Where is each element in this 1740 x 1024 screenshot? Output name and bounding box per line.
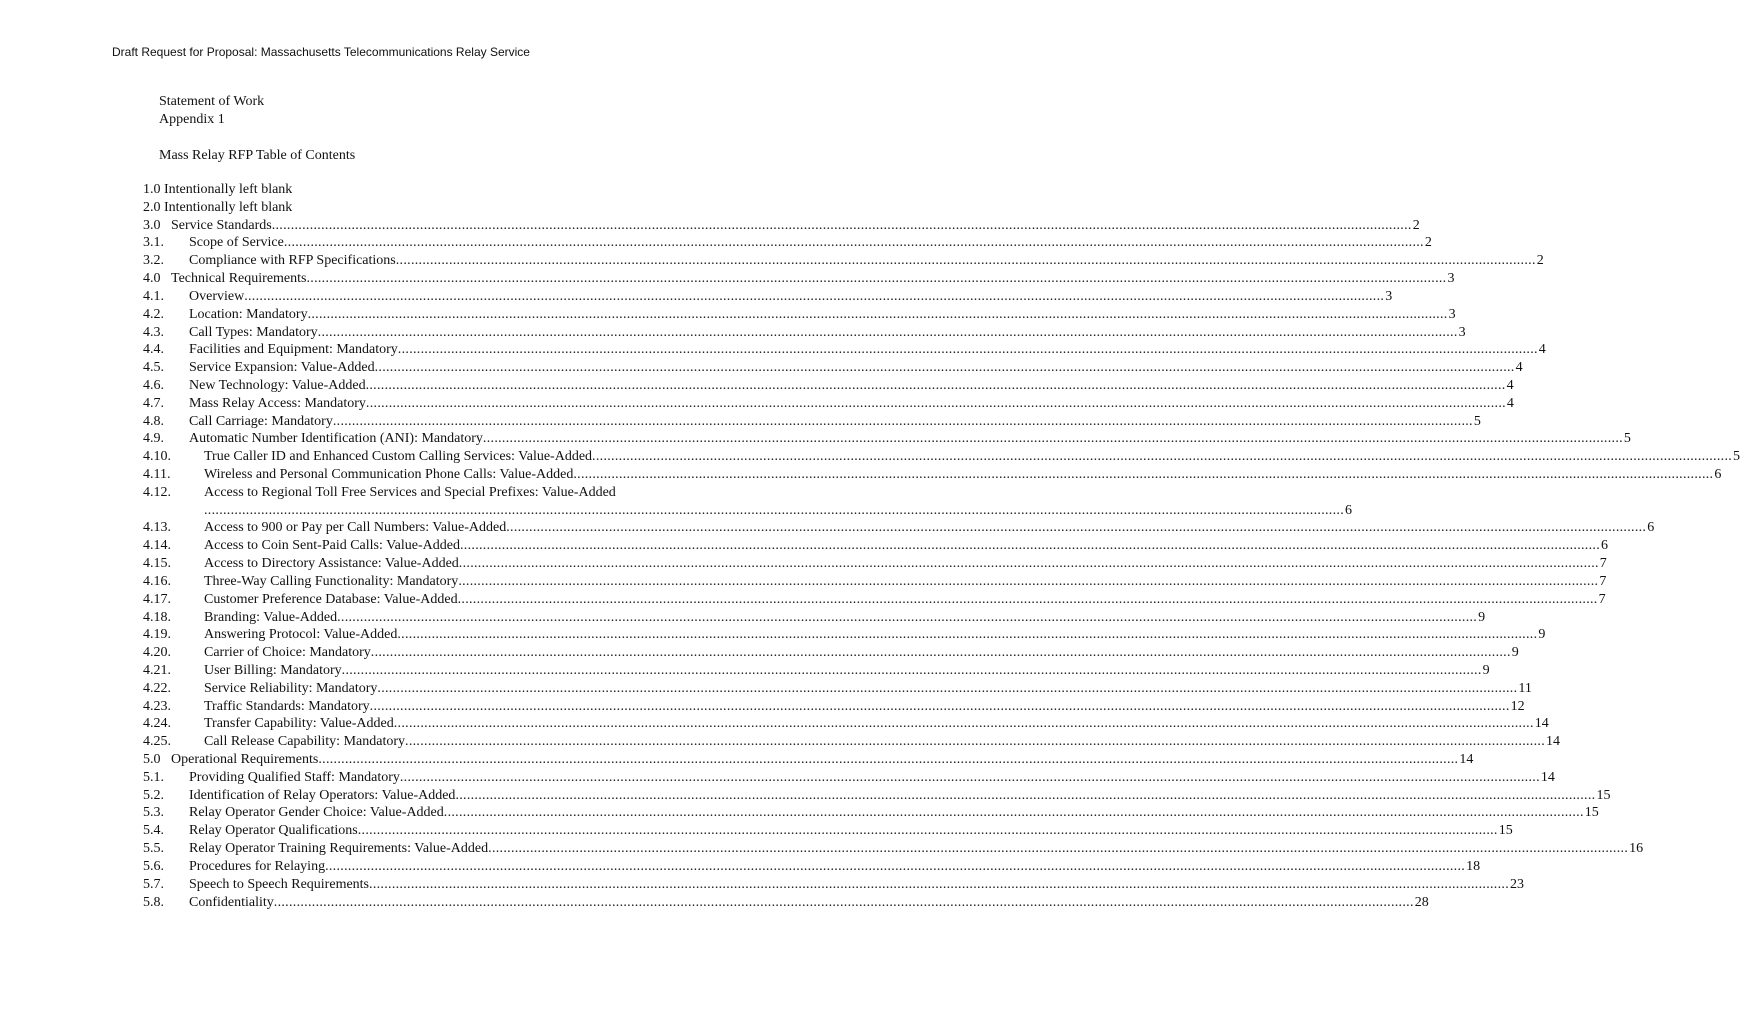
toc-entry-label: Service Expansion: Value-Added xyxy=(189,360,375,376)
toc-page-number: 3 xyxy=(1448,306,1456,322)
toc-entry-label: Operational Requirements xyxy=(171,752,319,767)
toc-entry xyxy=(143,252,1544,270)
toc-page-number: 2 xyxy=(1424,235,1432,251)
toc-leader-dots: ............................................................................................................................................................................................................................................................................................................ xyxy=(395,253,1536,269)
toc-entry xyxy=(143,502,1352,520)
toc-leader-dots: ............................................................................................................................................................................................................................................................................................................ xyxy=(405,734,1546,750)
toc-leader-dots: ............................................................................................................................................................................................................................................................................................................ xyxy=(369,698,1510,714)
toc-entry xyxy=(143,733,1561,751)
toc-entry-label: Three-Way Calling Functionality: Mandatory xyxy=(204,573,459,589)
toc-leader-dots: ............................................................................................................................................................................................................................................................................................................ xyxy=(271,217,1412,233)
toc-entry xyxy=(143,270,1455,288)
toc-page-number: 6 xyxy=(1345,502,1352,518)
toc-entry xyxy=(143,840,1644,858)
toc-leader-dots: ............................................................................................................................................................................................................................................................................................................ xyxy=(457,591,1598,607)
toc-leader-dots: ............................................................................................................................................................................................................................................................................................................ xyxy=(307,306,1448,322)
toc-page-number: 9 xyxy=(1538,627,1546,643)
toc-page-number: 3 xyxy=(1458,324,1466,340)
toc-entry-label: Relay Operator Qualifications xyxy=(189,823,358,839)
toc-entry xyxy=(143,715,1549,733)
running-header: Draft Request for Proposal: Massachusetts Telecommunications Relay Service xyxy=(112,45,530,59)
toc-entry-number: 4.13. xyxy=(143,520,171,536)
toc-entry-number: 4.21. xyxy=(143,662,171,678)
toc-entry-label: Facilities and Equipment: Mandatory xyxy=(189,342,398,358)
toc-leader-dots: ............................................................................................................................................................................................................................................................................................................ xyxy=(397,627,1538,643)
toc-entry-label: New Technology: Value-Added xyxy=(189,377,366,393)
toc-entry xyxy=(143,894,1429,912)
toc-leader-dots: ............................................................................................................................................................................................................................................................................................................ xyxy=(455,787,1596,803)
toc-leader-dots: ............................................................................................................................................................................................................................................................................................................ xyxy=(325,858,1466,874)
statement-of-work-title: Statement of Work xyxy=(159,94,265,109)
toc-page-number: 12 xyxy=(1510,698,1525,714)
toc-page-number: 5 xyxy=(1473,413,1481,429)
toc-leader-dots: ............................................................................................................................................................................................................................................................................................................ xyxy=(377,680,1518,696)
toc-entry-number: 4.3. xyxy=(143,324,164,340)
toc-leader-dots: ............................................................................................................................................................................................................................................................................................................ xyxy=(332,413,1473,429)
toc-entry-label: Location: Mandatory xyxy=(189,306,308,322)
toc-entry xyxy=(143,448,1740,466)
toc-page-number: 4 xyxy=(1538,342,1546,358)
table-of-contents xyxy=(143,181,1740,911)
toc-entry xyxy=(143,858,1481,876)
toc-entry-label: Wireless and Personal Communication Phone Calls: Value-Added xyxy=(204,467,574,482)
toc-entry-number: 4.10. xyxy=(143,449,171,465)
toc-entry-label: Service Standards xyxy=(171,217,272,233)
toc-entry-label: Access to Regional Toll Free Services and Special Prefixes: Value-Added xyxy=(204,484,616,500)
toc-entry-label: Customer Preference Database: Value-Added xyxy=(204,591,458,607)
toc-leader-dots: ............................................................................................................................................................................................................................................................................................................ xyxy=(341,662,1482,678)
toc-leader-dots: ............................................................................................................................................................................................................................................................................................................ xyxy=(443,805,1584,821)
toc-leader-dots: ............................................................................................................................................................................................................................................................................................................ xyxy=(273,894,1414,910)
toc-leader-dots: ............................................................................................................................................................................................................................................................................................................ xyxy=(458,556,1599,572)
toc-entry-number: 4.22. xyxy=(143,680,171,696)
toc-entry-number: 4.25. xyxy=(143,734,171,750)
toc-leader-dots: ............................................................................................................................................................................................................................................................................................................ xyxy=(488,841,1629,857)
toc-leader-dots: ............................................................................................................................................................................................................................................................................................................ xyxy=(357,823,1498,839)
toc-leader-dots: ............................................................................................................................................................................................................................................................................................................ xyxy=(244,288,1385,304)
toc-entry xyxy=(143,324,1466,342)
toc-page-number: 23 xyxy=(1510,876,1525,892)
toc-page-number: 7 xyxy=(1599,556,1607,572)
toc-entry-number: 5.2. xyxy=(143,787,164,803)
toc-page-number: 18 xyxy=(1466,858,1481,874)
toc-leader-dots: ............................................................................................................................................................................................................................................................................................................ xyxy=(337,609,1478,625)
toc-entry-text: 1.0 Intentionally left blank xyxy=(143,182,293,197)
toc-entry-number: 3.1. xyxy=(143,235,164,251)
toc-entry xyxy=(143,822,1513,840)
toc-leader-dots: ............................................................................................................................................................................................................................................................................................................ xyxy=(283,235,1424,251)
toc-entry-number: 5.8. xyxy=(143,894,164,910)
toc-leader-dots: ............................................................................................................................................................................................................................................................................................................ xyxy=(365,377,1506,393)
toc-entry xyxy=(143,644,1519,662)
toc-entry-number: 4.23. xyxy=(143,698,171,714)
toc-entry-label: Scope of Service xyxy=(189,235,284,251)
toc-page-number: 16 xyxy=(1629,841,1644,857)
toc-entry-label: Traffic Standards: Mandatory xyxy=(204,698,370,714)
toc-page-number: 2 xyxy=(1536,253,1544,269)
toc-page-number: 5 xyxy=(1733,449,1740,465)
toc-entry-label: User Billing: Mandatory xyxy=(204,662,342,678)
toc-entry-number: 5.5. xyxy=(143,841,164,857)
toc-leader-dots: ............................................................................................................................................................................................................................................................................................................ xyxy=(374,360,1515,376)
toc-page-number: 2 xyxy=(1412,217,1420,233)
toc-page-number: 7 xyxy=(1598,591,1606,607)
toc-page-number: 3 xyxy=(1447,271,1455,287)
toc-entry-number: 4.8. xyxy=(143,413,164,429)
toc-entry-number: 5.0 xyxy=(143,752,161,767)
toc-entry-number: 3.2. xyxy=(143,253,164,269)
toc-entry-label: Call Release Capability: Mandatory xyxy=(204,734,406,750)
toc-page-number: 28 xyxy=(1414,894,1429,910)
toc-page-number: 15 xyxy=(1498,823,1513,839)
toc-entry-label: Access to Directory Assistance: Value-Added xyxy=(204,556,459,572)
toc-page-number: 11 xyxy=(1518,680,1532,696)
toc-entry xyxy=(143,573,1607,591)
toc-entry-label: True Caller ID and Enhanced Custom Calling Services: Value-Added xyxy=(204,449,593,465)
toc-leader-dots: ............................................................................................................................................................................................................................................................................................................ xyxy=(369,876,1510,892)
toc-entry-number: 4.14. xyxy=(143,538,171,554)
toc-entry xyxy=(143,377,1514,395)
toc-page-number: 6 xyxy=(1647,520,1655,536)
toc-leader-dots: ............................................................................................................................................................................................................................................................................................................ xyxy=(317,324,1458,340)
toc-entry-number: 5.1. xyxy=(143,769,164,785)
toc-entry-number: 5.3. xyxy=(143,805,164,821)
toc-leader-dots: ............................................................................................................................................................................................................................................................................................................ xyxy=(506,520,1647,536)
toc-entry xyxy=(143,341,1546,359)
toc-entry xyxy=(143,680,1532,698)
toc-entry xyxy=(143,484,656,502)
toc-entry-label: Access to 900 or Pay per Call Numbers: Value-Added xyxy=(204,520,507,536)
toc-leader-dots: ............................................................................................................................................................................................................................................................................................................ xyxy=(365,395,1506,411)
toc-entry-number: 4.12. xyxy=(143,484,171,500)
toc-entry-label: Providing Qualified Staff: Mandatory xyxy=(189,769,400,785)
toc-entry-label: Speech to Speech Requirements xyxy=(189,876,370,892)
toc-leader-dots: ............................................................................................................................................................................................................................................................................................................ xyxy=(318,752,1459,767)
toc-leader-dots: ............................................................................................................................................................................................................................................................................................................ xyxy=(399,769,1540,785)
toc-entry-label: Access to Coin Sent-Paid Calls: Value-Added xyxy=(204,538,460,554)
toc-page-number: 15 xyxy=(1584,805,1599,821)
toc-entry xyxy=(143,591,1606,609)
toc-page-number: 6 xyxy=(1714,467,1722,482)
toc-entry xyxy=(143,234,1432,252)
appendix-label: Appendix 1 xyxy=(159,112,225,127)
toc-page-number: 14 xyxy=(1546,734,1561,750)
toc-entry-label: Automatic Number Identification (ANI): Mandatory xyxy=(189,431,483,447)
toc-page-number: 5 xyxy=(1623,431,1631,447)
toc-entry-title xyxy=(143,217,272,235)
toc-entry-number: 5.4. xyxy=(143,823,164,839)
toc-entry xyxy=(143,769,1555,787)
toc-entry-number: 4.20. xyxy=(143,645,171,661)
toc-leader-dots: ............................................................................................................................................................................................................................................................................................................ xyxy=(573,467,1714,482)
toc-entry-label: Identification of Relay Operators: Value-Added xyxy=(189,787,456,803)
toc-entry xyxy=(143,519,1655,537)
toc-entry-label: Relay Operator Training Requirements: Value-Added xyxy=(189,841,489,857)
toc-entry-label: Relay Operator Gender Choice: Value-Added xyxy=(189,805,444,821)
toc-entry xyxy=(143,662,1490,680)
toc-page-number: 3 xyxy=(1385,288,1393,304)
toc-page-number: 14 xyxy=(1459,752,1474,767)
toc-leader-dots: ............................................................................................................................................................................................................................................................................................................ xyxy=(204,502,1344,518)
toc-entry-number: 4.9. xyxy=(143,431,164,447)
toc-title: Mass Relay RFP Table of Contents xyxy=(159,148,356,163)
toc-entry-label: Answering Protocol: Value-Added xyxy=(204,627,398,643)
toc-entry-label: Branding: Value-Added xyxy=(204,609,338,625)
toc-entry-number: 4.24. xyxy=(143,716,171,732)
toc-entry xyxy=(143,787,1611,805)
toc-leader-dots: ............................................................................................................................................................................................................................................................................................................ xyxy=(306,271,1447,287)
toc-entry-number: 4.1. xyxy=(143,288,164,304)
toc-page-number: 9 xyxy=(1478,609,1486,625)
toc-entry-label: Compliance with RFP Specifications xyxy=(189,253,396,269)
toc-entry-label: Confidentiality xyxy=(189,894,274,910)
toc-entry xyxy=(143,217,1420,235)
toc-entry-title xyxy=(143,751,318,769)
toc-entry-label: Procedures for Relaying xyxy=(189,858,326,874)
toc-page-number: 14 xyxy=(1540,769,1555,785)
toc-leader-dots: ............................................................................................................................................................................................................................................................................................................ xyxy=(482,431,1623,447)
toc-leader-dots: ............................................................................................................................................................................................................................................................................................................ xyxy=(592,449,1733,465)
toc-leader-dots: ............................................................................................................................................................................................................................................................................................................ xyxy=(370,645,1511,661)
toc-entry xyxy=(143,876,1525,894)
toc-leader-dots: ............................................................................................................................................................................................................................................................................................................ xyxy=(393,716,1534,732)
toc-entry-label: Mass Relay Access: Mandatory xyxy=(189,395,366,411)
toc-entry xyxy=(143,751,1474,769)
toc-entry-number: 5.7. xyxy=(143,876,164,892)
toc-entry-number: 4.16. xyxy=(143,573,171,589)
toc-entry-number: 4.7. xyxy=(143,395,164,411)
toc-entry xyxy=(143,466,1722,484)
toc-entry xyxy=(143,430,1631,448)
toc-leader-dots: ............................................................................................................................................................................................................................................................................................................ xyxy=(397,342,1538,358)
toc-page-number: 9 xyxy=(1511,645,1519,661)
toc-page-number: 7 xyxy=(1599,573,1607,589)
toc-entry-number: 3.0 xyxy=(143,217,161,233)
toc-entry-label: Transfer Capability: Value-Added xyxy=(204,716,394,732)
toc-entry-label: Call Carriage: Mandatory xyxy=(189,413,333,429)
toc-entry-number: 4.11. xyxy=(143,467,171,482)
toc-entry xyxy=(143,288,1393,306)
toc-entry xyxy=(143,181,656,199)
toc-entry xyxy=(143,359,1523,377)
toc-entry-number: 5.6. xyxy=(143,858,164,874)
toc-entry-number: 4.18. xyxy=(143,609,171,625)
toc-entry-label: Carrier of Choice: Mandatory xyxy=(204,645,371,661)
toc-entry-number: 4.2. xyxy=(143,306,164,322)
toc-entry-number: 4.5. xyxy=(143,360,164,376)
toc-entry xyxy=(143,306,1456,324)
intro-block xyxy=(159,93,355,165)
toc-entry-number: 4.19. xyxy=(143,627,171,643)
toc-entry-label: Overview xyxy=(189,288,245,304)
toc-entry-number: 4.15. xyxy=(143,556,171,572)
toc-entry-number: 4.4. xyxy=(143,342,164,358)
toc-page-number: 14 xyxy=(1534,716,1549,732)
toc-entry-label: Call Types: Mandatory xyxy=(189,324,318,340)
toc-entry xyxy=(143,804,1599,822)
toc-entry xyxy=(143,413,1481,431)
toc-entry xyxy=(143,199,656,217)
toc-entry-number: 4.6. xyxy=(143,377,164,393)
toc-entry-label: Service Reliability: Mandatory xyxy=(204,680,378,696)
toc-page-number: 4 xyxy=(1506,395,1514,411)
toc-page-number: 15 xyxy=(1596,787,1611,803)
toc-entry xyxy=(143,698,1525,716)
toc-entry-number: 4.0 xyxy=(143,271,161,287)
toc-entry-text: 2.0 Intentionally left blank xyxy=(143,199,293,215)
toc-page-number: 9 xyxy=(1482,662,1490,678)
toc-page-number: 4 xyxy=(1506,377,1514,393)
toc-entry xyxy=(143,555,1607,573)
toc-entry xyxy=(143,537,1608,555)
toc-leader-dots: ............................................................................................................................................................................................................................................................................................................ xyxy=(460,538,1600,554)
toc-entry-number: 4.17. xyxy=(143,591,171,607)
toc-entry xyxy=(143,609,1486,627)
toc-page-number: 4 xyxy=(1515,360,1523,376)
toc-entry-label: Technical Requirements xyxy=(171,271,307,287)
toc-page-number: 6 xyxy=(1601,538,1608,554)
toc-leader-dots: ............................................................................................................................................................................................................................................................................................................ xyxy=(458,573,1599,589)
toc-entry xyxy=(143,626,1546,644)
toc-entry xyxy=(143,395,1514,413)
toc-entry-title xyxy=(143,270,306,288)
